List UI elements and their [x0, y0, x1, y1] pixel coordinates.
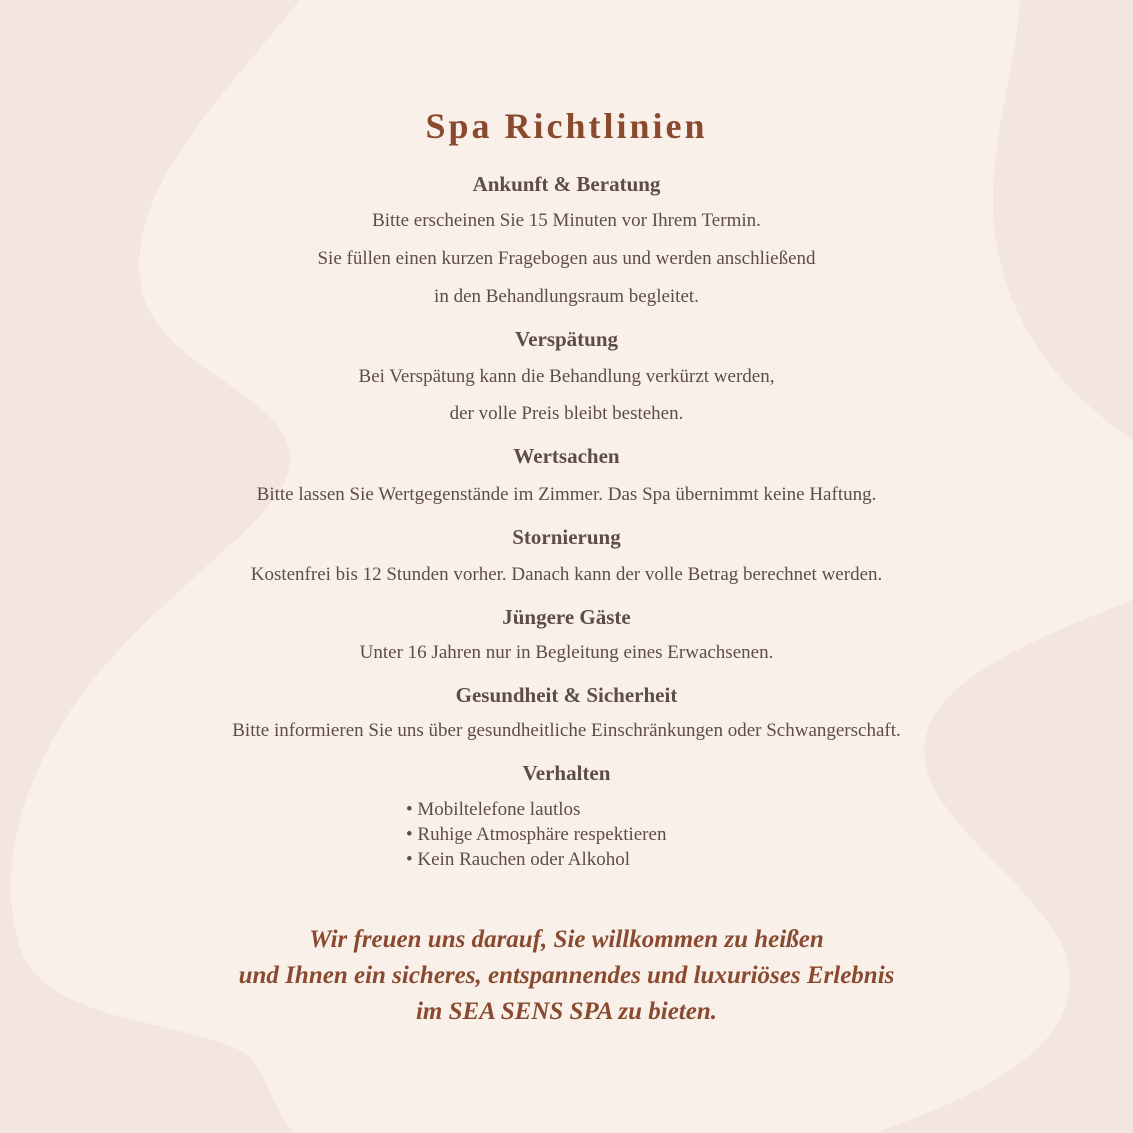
closing-line-1: Wir freuen uns darauf, Sie willkommen zu heißen	[309, 926, 824, 953]
section-text-valuables: Bitte lassen Sie Wertgegenstände im Zimmer. Das Spa übernimmt keine Haftung.	[256, 484, 877, 505]
section-text-arrival-3: in den Behandlungsraum begleitet.	[434, 286, 699, 307]
page-title: Spa Richtlinien	[425, 106, 708, 146]
section-text-health: Bitte informieren Sie uns über gesundheitliche Einschränkungen oder Schwangerschaft.	[232, 720, 901, 741]
section-heading-arrival: Ankunft & Beratung	[472, 172, 661, 196]
section-text-arrival-2: Sie füllen einen kurzen Fragebogen aus und werden anschließend	[317, 248, 816, 269]
section-text-younger-guests: Unter 16 Jahren nur in Begleitung eines Erwachsenen.	[359, 642, 774, 663]
section-text-cancellation: Kostenfrei bis 12 Stunden vorher. Danach kann der volle Betrag berechnet werden.	[250, 564, 883, 585]
section-text-lateness-1: Bei Verspätung kann die Behandlung verkürzt werden,	[358, 366, 775, 387]
section-heading-valuables: Wertsachen	[513, 444, 620, 468]
section-heading-cancellation: Stornierung	[512, 525, 621, 549]
section-text-lateness-2: der volle Preis bleibt bestehen.	[449, 403, 684, 424]
section-text-arrival-1: Bitte erscheinen Sie 15 Minuten vor Ihrem Termin.	[372, 210, 761, 231]
list-item: • Ruhige Atmosphäre respektieren	[406, 824, 667, 845]
section-heading-health: Gesundheit & Sicherheit	[455, 683, 678, 707]
closing-line-3: im SEA SENS SPA zu bieten.	[415, 998, 718, 1025]
list-item: • Mobiltelefone lautlos	[406, 799, 581, 820]
section-heading-younger-guests: Jüngere Gäste	[502, 605, 631, 629]
section-heading-conduct: Verhalten	[522, 761, 611, 785]
list-item: • Kein Rauchen oder Alkohol	[406, 849, 631, 870]
section-heading-lateness: Verspätung	[514, 327, 619, 351]
conduct-bullet-list	[406, 797, 666, 872]
closing-line-2: und Ihnen ein sicheres, entspannendes und luxuriöses Erlebnis	[238, 962, 895, 989]
